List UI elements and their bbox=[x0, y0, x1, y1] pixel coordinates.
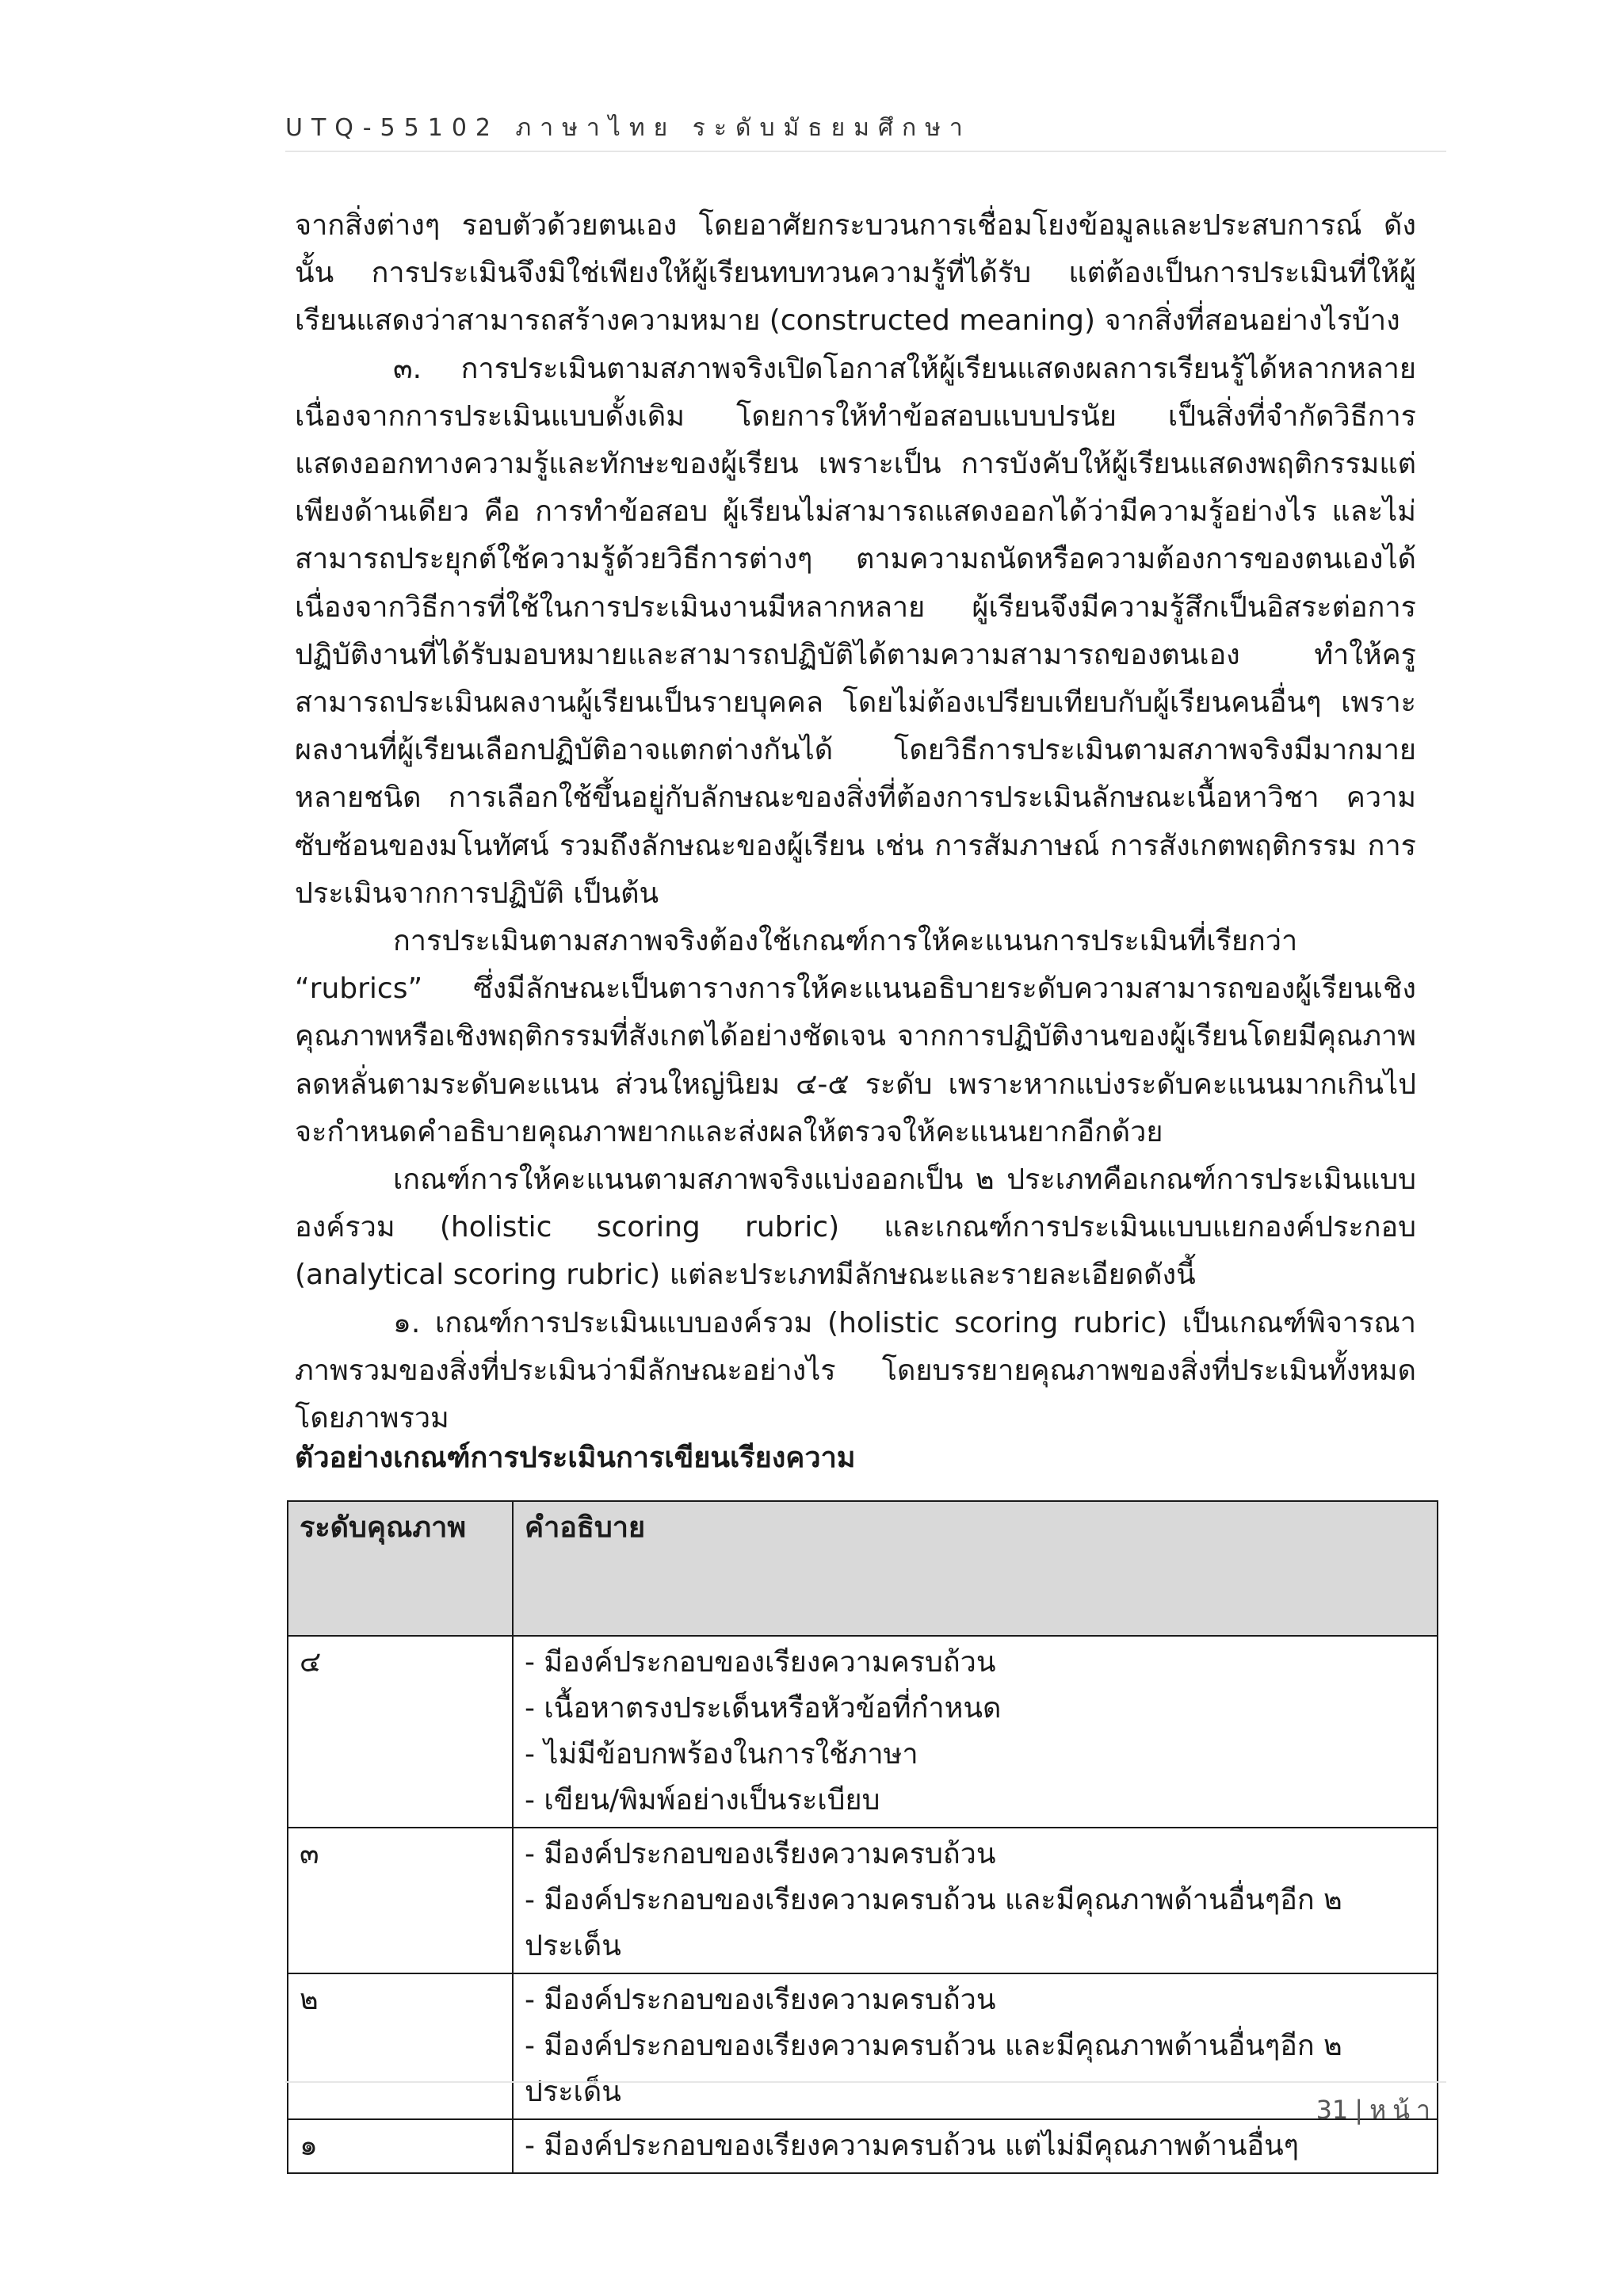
description-cell bbox=[513, 1636, 1438, 1828]
table-row bbox=[288, 2119, 1438, 2173]
level-cell: ๓ bbox=[288, 1828, 513, 1973]
description-cell bbox=[513, 1973, 1438, 2119]
table-row bbox=[288, 1828, 1438, 1973]
level-cell: ๒ bbox=[288, 1973, 513, 2119]
table-row bbox=[288, 1973, 1438, 2119]
paragraph: ๑. เกณฑ์การประเมินแบบองค์รวม (holistic scoring rubric) เป็นเกณฑ์พิจารณาภาพรวมของสิ่งที่ประเมินว่ามีลักษณะอย่างไร โดยบรรยายคุณภาพของสิ่งที่ประเมินทั้งหมดโดยภาพรวม bbox=[295, 1306, 1416, 1435]
description-line: - เขียน/พิมพ์อย่างเป็นระเบียบ bbox=[525, 1784, 880, 1817]
header-cell-level: ระดับคุณภาพ bbox=[288, 1501, 513, 1636]
paragraph: จากสิ่งต่างๆ รอบตัวด้วยตนเอง โดยอาศัยกระบวนการเชื่อมโยงข้อมูลและประสบการณ์ ดังนั้น การประเมินจึงมิใช่เพียงให้ผู้เรียนทบทวนความรู้ที่ได้รับ แต่ต้องเป็นการประเมินที่ให้ผู้เรียนแสดงว่าสามารถสร้างความหมาย (constructed meaning) จากสิ่งที่สอนอย่างไรบ้าง bbox=[295, 209, 1416, 338]
description-line: - มีองค์ประกอบของเรียงความครบถ้วน bbox=[525, 1838, 996, 1870]
description-line: - มีองค์ประกอบของเรียงความครบถ้วน และมีคุณภาพด้านอื่นๆอีก ๒ ประเด็น bbox=[525, 2030, 1342, 2108]
description-cell bbox=[513, 1828, 1438, 1973]
description-line: - มีองค์ประกอบของเรียงความครบถ้วน แต่ไม่มีคุณภาพด้านอื่นๆ bbox=[525, 2130, 1300, 2162]
header-divider bbox=[285, 151, 1446, 152]
level-cell: ๑ bbox=[288, 2119, 513, 2173]
paragraph: ๓. การประเมินตามสภาพจริงเปิดโอกาสให้ผู้เรียนแสดงผลการเรียนรู้ได้หลากหลาย เนื่องจากการประเมินแบบดั้งเดิม โดยการให้ทำข้อสอบแบบปรนัย เป็นสิ่งที่จำกัดวิธีการแสดงออกทางความรู้และทักษะของผู้เรียน เพราะเป็น การบังคับให้ผู้เรียนแสดงพฤติกรรมแต่เพียงด้านเดียว คือ การทำข้อสอบ ผู้เรียนไม่สามารถแสดงออกได้ว่ามีความรู้อย่างไร และไม่สามารถประยุกต์ใช้ความรู้ด้วยวิธีการต่างๆ ตามความถนัดหรือความต้องการของตนเองได้ เนื่องจากวิธีการที่ใช้ในการประเมินงานมีหลากหลาย ผู้เรียนจึงมีความรู้สึกเป็นอิสระต่อการปฏิบัติงานที่ได้รับมอบหมายและสามารถปฏิบัติได้ตามความสามารถของตนเอง ทำให้ครูสามารถประเมินผลงานผู้เรียนเป็นรายบุคคล โดยไม่ต้องเปรียบเทียบกับผู้เรียนคนอื่นๆ เพราะผลงานที่ผู้เรียนเลือกปฏิบัติอาจแตกต่างกันได้ โดยวิธีการประเมินตามสภาพจริงมีมากมายหลายชนิด การเลือกใช้ขึ้นอยู่กับลักษณะของสิ่งที่ต้องการประเมินลักษณะเนื้อหาวิชา ความซับซ้อนของมโนทัศน์ รวมถึงลักษณะของผู้เรียน เช่น การสัมภาษณ์ การสังเกตพฤติกรรม การประเมินจากการปฏิบัติ เป็นต้น bbox=[295, 352, 1416, 910]
footer-separator: | bbox=[1354, 2095, 1364, 2125]
description-line: - ไม่มีข้อบกพร้องในการใช้ภาษา bbox=[525, 1738, 918, 1771]
description-line: - มีองค์ประกอบของเรียงความครบถ้วน bbox=[525, 1984, 996, 2016]
rubric-table bbox=[287, 1500, 1438, 2174]
description-line: - มีองค์ประกอบของเรียงความครบถ้วน และมีคุณภาพด้านอื่นๆอีก ๒ ประเด็น bbox=[525, 1884, 1342, 1962]
page-number: 31 bbox=[1316, 2095, 1349, 2125]
running-header: UTQ-55102 ภาษาไทย ระดับมัธยมศึกษา bbox=[285, 114, 972, 142]
level-cell: ๔ bbox=[288, 1636, 513, 1828]
paragraph: เกณฑ์การให้คะแนนตามสภาพจริงแบ่งออกเป็น ๒ ประเภทคือเกณฑ์การประเมินแบบองค์รวม (holistic scoring rubric) และเกณฑ์การประเมินแบบแยกองค์ประกอบ (analytical scoring rubric) แต่ละประเภทมีลักษณะและรายละเอียดดังนี้ bbox=[295, 1163, 1416, 1292]
page-label: หน้า bbox=[1369, 2095, 1437, 2125]
footer-divider bbox=[285, 2081, 1446, 2083]
page-footer bbox=[1316, 2090, 1437, 2130]
description-cell bbox=[513, 2119, 1438, 2173]
description-line: - เนื้อหาตรงประเด็นหรือหัวข้อที่กำหนด bbox=[525, 1692, 1002, 1725]
table-row bbox=[288, 1636, 1438, 1828]
table-caption: ตัวอย่างเกณฑ์การประเมินการเขียนเรียงความ bbox=[295, 1442, 856, 1474]
paragraph: การประเมินตามสภาพจริงต้องใช้เกณฑ์การให้คะแนนการประเมินที่เรียกว่า “rubrics” ซึ่งมีลักษณะเป็นตารางการให้คะแนนอธิบายระดับความสามารถของผู้เรียนเชิงคุณภาพหรือเชิงพฤติกรรมที่สังเกตได้อย่างชัดเจน จากการปฏิบัติงานของผู้เรียนโดยมีคุณภาพลดหลั่นตามระดับคะแนน ส่วนใหญ่นิยม ๔-๕ ระดับ เพราะหากแบ่งระดับคะแนนมากเกินไป จะกำหนดคำอธิบายคุณภาพยากและส่งผลให้ตรวจให้คะแนนยากอีกด้วย bbox=[295, 925, 1416, 1148]
table-header-row bbox=[288, 1501, 1438, 1636]
description-line: - มีองค์ประกอบของเรียงความครบถ้วน bbox=[525, 1646, 996, 1679]
body-text bbox=[295, 202, 1416, 1442]
header-cell-description: คำอธิบาย bbox=[513, 1501, 1438, 1636]
